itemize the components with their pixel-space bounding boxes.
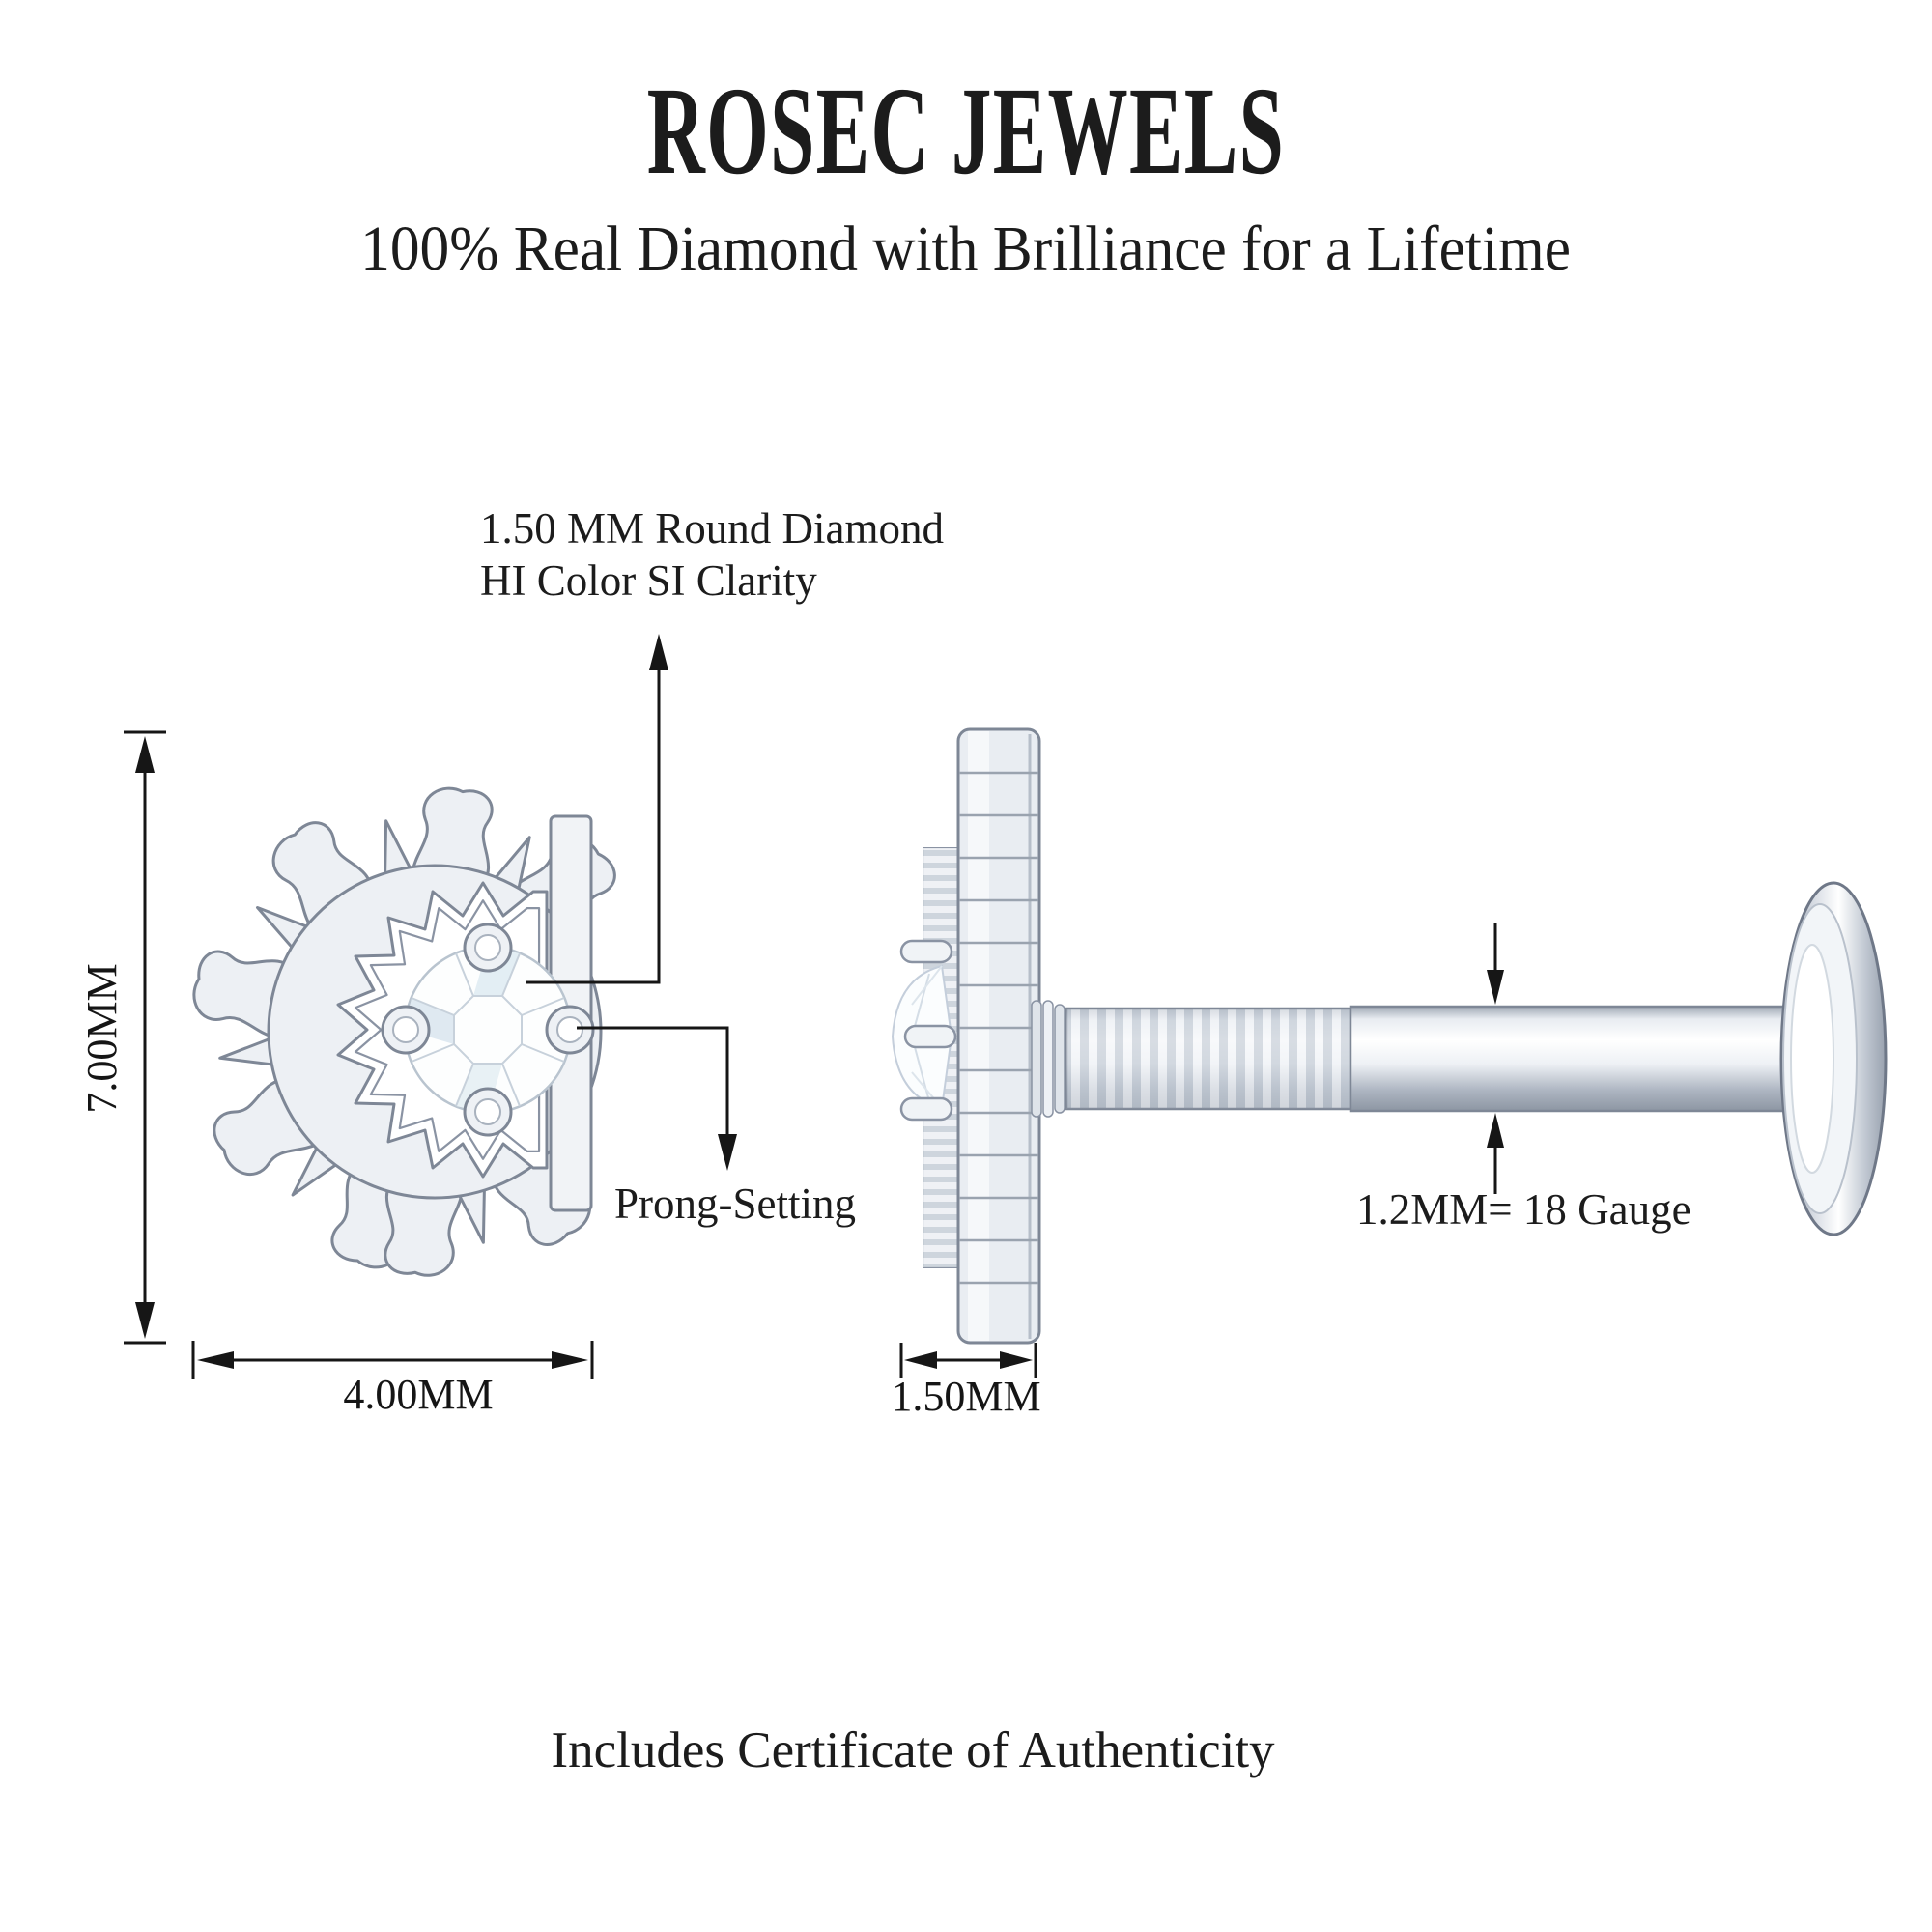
certificate-note: Includes Certificate of Authenticity [551,1722,1275,1778]
brand-title [0,64,1932,199]
post-gauge-label: 1.2MM= 18 Gauge [1356,1185,1691,1234]
prong-setting-label: Prong-Setting [614,1179,857,1228]
prong-right [547,1007,593,1053]
diamond-spec-annotation [480,502,944,607]
brand-title-text: ROSEC JEWELS [646,62,1286,201]
prong-bottom [465,1089,511,1135]
tagline [0,211,1932,288]
thickness-dimension-label: 1.50MM [891,1373,1041,1420]
diamond-spec-line1: 1.50 MM Round Diamond [480,504,945,553]
front-view-drawing [187,784,626,1278]
side-view-drawing [893,729,1886,1343]
post-rod [1350,1007,1789,1111]
threaded-post [1032,1001,1350,1117]
labret-disc [1781,883,1886,1235]
dimension-line-height [124,732,166,1343]
tagline-text: 100% Real Diamond with Brilliance for a Lifetime [360,213,1572,284]
ribbed-disc [958,729,1039,1343]
height-dimension-label: 7.00MM [78,963,126,1114]
prong-top [465,924,511,971]
width-dimension-label: 4.00MM [343,1371,494,1418]
prong-left [383,1007,429,1053]
diamond-spec-line2: HI Color SI Clarity [480,556,817,605]
